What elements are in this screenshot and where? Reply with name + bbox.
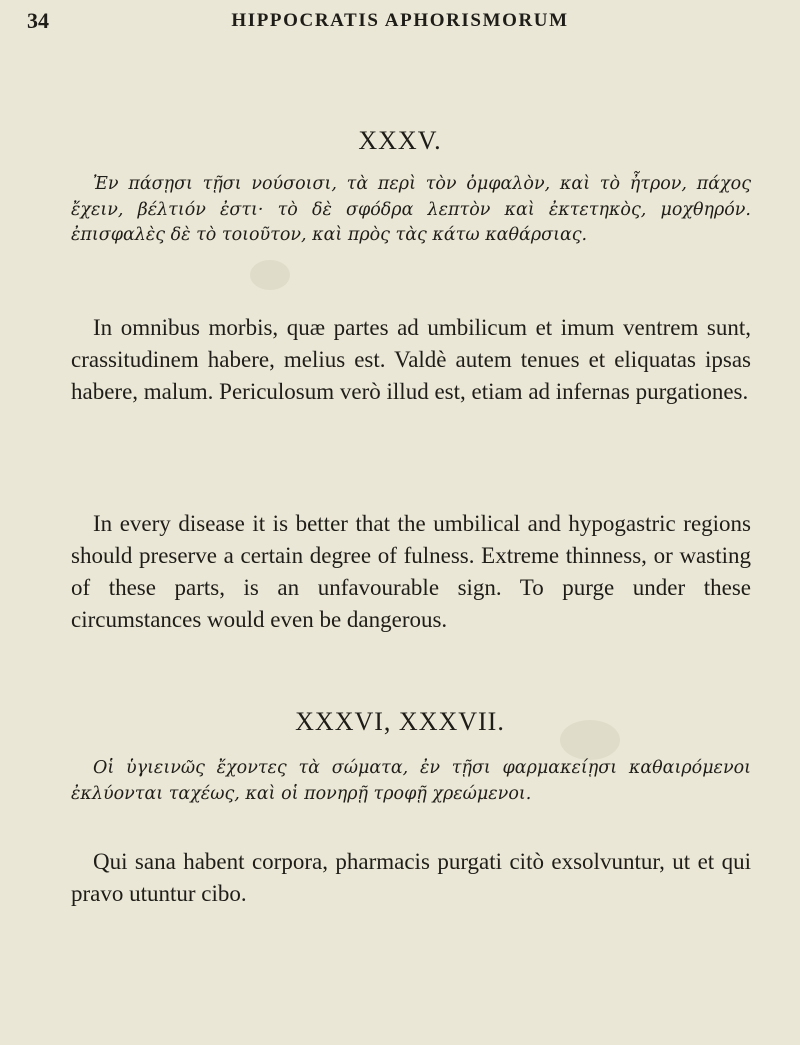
english-translation: In every disease it is better that the umbilical and hypogastric regions should preserve a certain degree of fulness. Extreme thinness, or wasting of these parts, is an unfavourable sign. To purge under these circumstances would even be dangerous.	[71, 511, 751, 632]
aphorism-number: XXXV.	[358, 126, 442, 155]
greek-text: Οἱ ὑγιεινῶς ἔχοντες τὰ σώματα, ἐν τῇσι φαρμακείῃσι καθαιρόμενοι ἐκλύονται ταχέως, καὶ οἱ πονηρῇ τροφῇ χρεώμενοι.	[71, 758, 751, 804]
running-head	[27, 8, 773, 44]
greek-text: Ἐν πάσῃσι τῇσι νούσοισι, τὰ περὶ τὸν ὀμφαλὸν, καὶ τὸ ἦτρον, πάχος ἔχειν, βέλτιόν ἐστι· τὸ δὲ σφόδρα λεπτὸν καὶ ἐκτετηκὸς, μοχθηρόν. ἐπισφαλὲς δὲ τὸ τοιοῦτον, καὶ πρὸς τὰς κάτω καθάρσιας.	[71, 174, 751, 245]
aphorism-number: XXXVI, XXXVII.	[295, 707, 505, 736]
paper-stain	[250, 260, 290, 290]
latin-text: In omnibus morbis, quæ partes ad umbilicum et imum ventrem sunt, crassitudinem habere, melius est. Valdè autem tenues et eliquatas ipsas habere, malum. Periculosum verò illud est, etiam ad infernas purgationes.	[71, 315, 751, 404]
page-number: 34	[27, 8, 49, 33]
running-title: HIPPOCRATIS APHORISMORUM	[231, 10, 569, 31]
latin-text: Qui sana habent corpora, pharmacis purgati citò exsolvuntur, ut et qui pravo utuntur cibo.	[71, 849, 751, 906]
